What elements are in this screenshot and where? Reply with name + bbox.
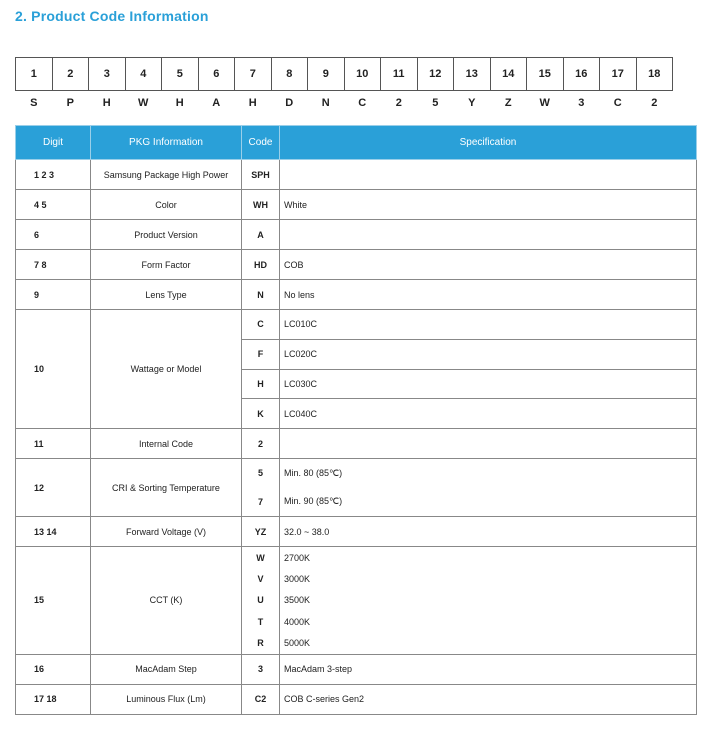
code-letter: Y <box>468 97 476 109</box>
digit-position-cell: 5 <box>162 58 199 91</box>
row-code: N <box>242 280 280 310</box>
row-code: W <box>242 547 280 569</box>
row-code: H <box>242 369 280 399</box>
digit-position-cell: 6 <box>198 58 235 91</box>
row-code: WH <box>242 190 280 220</box>
row-specification: LC040C <box>280 399 697 429</box>
code-letter: 2 <box>651 97 658 109</box>
row-code: C <box>242 310 280 340</box>
table-row <box>16 220 697 250</box>
digit-position-cell: 13 <box>454 58 491 91</box>
code-letter: Z <box>504 97 512 109</box>
table-row <box>16 459 697 488</box>
digit-position-cell: 2 <box>52 58 89 91</box>
row-digit: 1 2 3 <box>16 160 91 190</box>
row-specification: COB <box>280 250 697 280</box>
row-specification: 2700K <box>280 547 697 569</box>
row-code: 7 <box>242 488 280 517</box>
digit-position-cell: 14 <box>490 58 527 91</box>
code-letter: H <box>248 97 257 109</box>
code-letter: P <box>66 97 74 109</box>
row-code: SPH <box>242 160 280 190</box>
row-code: F <box>242 339 280 369</box>
table-row <box>16 547 697 569</box>
row-digit: 12 <box>16 459 91 517</box>
code-letter: C <box>358 97 367 109</box>
row-specification: No lens <box>280 280 697 310</box>
table-row <box>16 310 697 340</box>
digit-position-cell: 9 <box>308 58 345 91</box>
row-pkg-information: CCT (K) <box>91 547 242 655</box>
code-letter: C <box>613 97 622 109</box>
table-row <box>16 684 697 714</box>
row-code: HD <box>242 250 280 280</box>
digit-position-cell: 8 <box>271 58 308 91</box>
row-code: R <box>242 633 280 655</box>
code-letter: D <box>285 97 294 109</box>
row-digit: 13 14 <box>16 517 91 547</box>
row-specification <box>280 220 697 250</box>
row-specification: 32.0 ~ 38.0 <box>280 517 697 547</box>
row-pkg-information: MacAdam Step <box>91 654 242 684</box>
row-digit: 4 5 <box>16 190 91 220</box>
header-code: Code <box>242 126 280 160</box>
row-digit: 17 18 <box>16 684 91 714</box>
row-specification: 3500K <box>280 590 697 612</box>
row-code: 2 <box>242 429 280 459</box>
row-code: 5 <box>242 459 280 488</box>
row-digit: 11 <box>16 429 91 459</box>
digit-position-cell: 4 <box>125 58 162 91</box>
row-specification: COB C-series Gen2 <box>280 684 697 714</box>
digit-position-cell: 11 <box>381 58 418 91</box>
row-pkg-information: Samsung Package High Power <box>91 160 242 190</box>
code-letter: H <box>102 97 111 109</box>
code-letter: H <box>175 97 184 109</box>
table-row <box>16 190 697 220</box>
row-specification: White <box>280 190 697 220</box>
table-row <box>16 250 697 280</box>
row-code: C2 <box>242 684 280 714</box>
row-specification <box>280 160 697 190</box>
row-specification: LC020C <box>280 339 697 369</box>
table-row <box>16 429 697 459</box>
digit-position-cell: 7 <box>235 58 272 91</box>
code-letter: W <box>138 97 149 109</box>
digit-position-cell: 1 <box>16 58 53 91</box>
row-code: T <box>242 611 280 633</box>
code-letter: N <box>321 97 330 109</box>
header-digit: Digit <box>16 126 91 160</box>
digit-position-cell: 15 <box>527 58 564 91</box>
row-specification: LC010C <box>280 310 697 340</box>
header-specification: Specification <box>280 126 697 160</box>
row-specification: MacAdam 3-step <box>280 654 697 684</box>
row-specification: LC030C <box>280 369 697 399</box>
code-letter: W <box>539 97 550 109</box>
digit-position-cell: 18 <box>636 58 673 91</box>
row-specification: 5000K <box>280 633 697 655</box>
row-digit: 7 8 <box>16 250 91 280</box>
row-pkg-information: Forward Voltage (V) <box>91 517 242 547</box>
row-code: A <box>242 220 280 250</box>
row-pkg-information: Form Factor <box>91 250 242 280</box>
section-title: 2. Product Code Information <box>15 8 209 24</box>
table-row <box>16 280 697 310</box>
digit-position-cell: 10 <box>344 58 381 91</box>
row-code: 3 <box>242 654 280 684</box>
digit-position-cell: 16 <box>563 58 600 91</box>
row-pkg-information: CRI & Sorting Temperature <box>91 459 242 517</box>
row-pkg-information: Color <box>91 190 242 220</box>
product-code-table <box>15 125 697 715</box>
row-specification: Min. 90 (85℃) <box>280 488 697 517</box>
row-code: V <box>242 568 280 590</box>
row-code: U <box>242 590 280 612</box>
row-digit: 15 <box>16 547 91 655</box>
row-pkg-information: Luminous Flux (Lm) <box>91 684 242 714</box>
row-pkg-information: Wattage or Model <box>91 310 242 429</box>
table-row <box>16 654 697 684</box>
digit-position-cell: 12 <box>417 58 454 91</box>
row-pkg-information: Lens Type <box>91 280 242 310</box>
digit-position-cell: 17 <box>600 58 637 91</box>
row-specification: 4000K <box>280 611 697 633</box>
row-specification <box>280 429 697 459</box>
row-specification: 3000K <box>280 568 697 590</box>
code-letter: A <box>212 97 221 109</box>
header-pkg-information: PKG Information <box>91 126 242 160</box>
row-code: K <box>242 399 280 429</box>
row-specification: Min. 80 (85℃) <box>280 459 697 488</box>
row-code: YZ <box>242 517 280 547</box>
row-digit: 16 <box>16 654 91 684</box>
row-digit: 10 <box>16 310 91 429</box>
row-pkg-information: Product Version <box>91 220 242 250</box>
row-digit: 9 <box>16 280 91 310</box>
code-letter: S <box>30 97 38 109</box>
table-row <box>16 517 697 547</box>
row-digit: 6 <box>16 220 91 250</box>
digit-position-row <box>15 57 673 91</box>
code-letter: 5 <box>432 97 439 109</box>
digit-position-cell: 3 <box>89 58 126 91</box>
code-letter-row <box>15 97 692 111</box>
row-pkg-information: Internal Code <box>91 429 242 459</box>
table-row <box>16 160 697 190</box>
code-letter: 3 <box>578 97 585 109</box>
code-letter: 2 <box>395 97 402 109</box>
